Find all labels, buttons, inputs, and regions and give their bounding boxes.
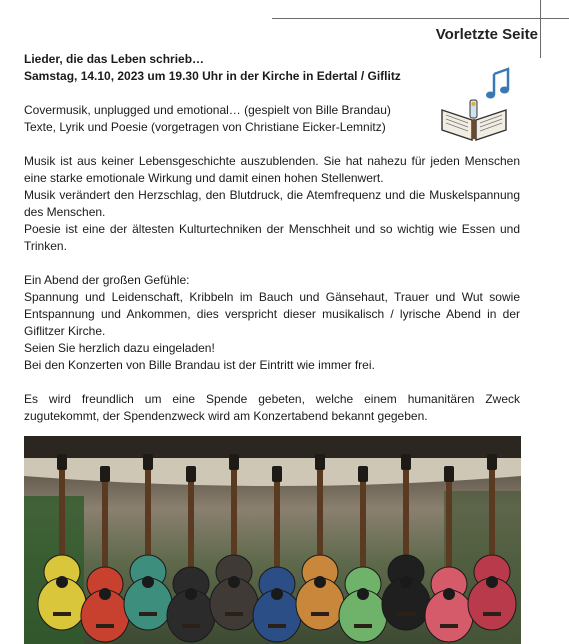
credit-poetry: Texte, Lyrik und Poesie (vorgetragen von Christiane Eicker-Lemnitz) <box>24 120 386 134</box>
event-date-line: Samstag, 14.10, 2023 um 19.30 Uhr in der Kirche in Edertal / Giflitz <box>24 69 401 83</box>
paragraph-free-entry: Bei den Konzerten von Bille Brandau ist der Eintritt wie immer frei. <box>24 358 375 372</box>
ukulele-photo-illustration <box>24 436 521 644</box>
header-rule-horizontal <box>272 18 569 19</box>
paragraph-evening-intro: Ein Abend der großen Gefühle: <box>24 273 190 287</box>
paragraph-music-life: Musik ist aus keiner Lebensgeschichte auszublenden. Sie hat nahezu für jeden Menschen eine starke emotionale Wirkung und damit einen hohen Stellenwert. <box>24 154 520 185</box>
paragraph-poetry: Poesie ist eine der ältesten Kulturtechniken der Menschheit und so wichtig wie Essen und Trinken. <box>24 222 520 253</box>
credit-music: Covermusik, unplugged und emotional… (gespielt von Bille Brandau) <box>24 103 391 117</box>
article <box>24 51 520 425</box>
paragraph-invitation: Seien Sie herzlich dazu eingeladen! <box>24 341 215 355</box>
paragraph-donation: Es wird freundlich um eine Spende gebeten, welche einem humanitären Zweck zugutekommt, der Spendenzweck wird am Konzertabend bekannt gegeben. <box>24 392 520 423</box>
page-label: Vorletzte Seite <box>435 26 538 43</box>
header-rule-vertical <box>540 0 541 58</box>
paragraph-evening-feelings: Spannung und Leidenschaft, Kribbeln im Bauch und Gänsehaut, Trauer und Wut sowie Entspannung und Ankommen, dies verspricht dieser musikalisch / lyrische Abend in der Giflitzer Kirche. <box>24 290 520 338</box>
ukulele-photo <box>24 436 521 644</box>
article-title: Lieder, die das Leben schrieb… <box>24 52 205 66</box>
paragraph-music-body: Musik verändert den Herzschlag, den Blutdruck, die Atemfrequenz und die Muskelspannung des Menschen. <box>24 188 520 219</box>
